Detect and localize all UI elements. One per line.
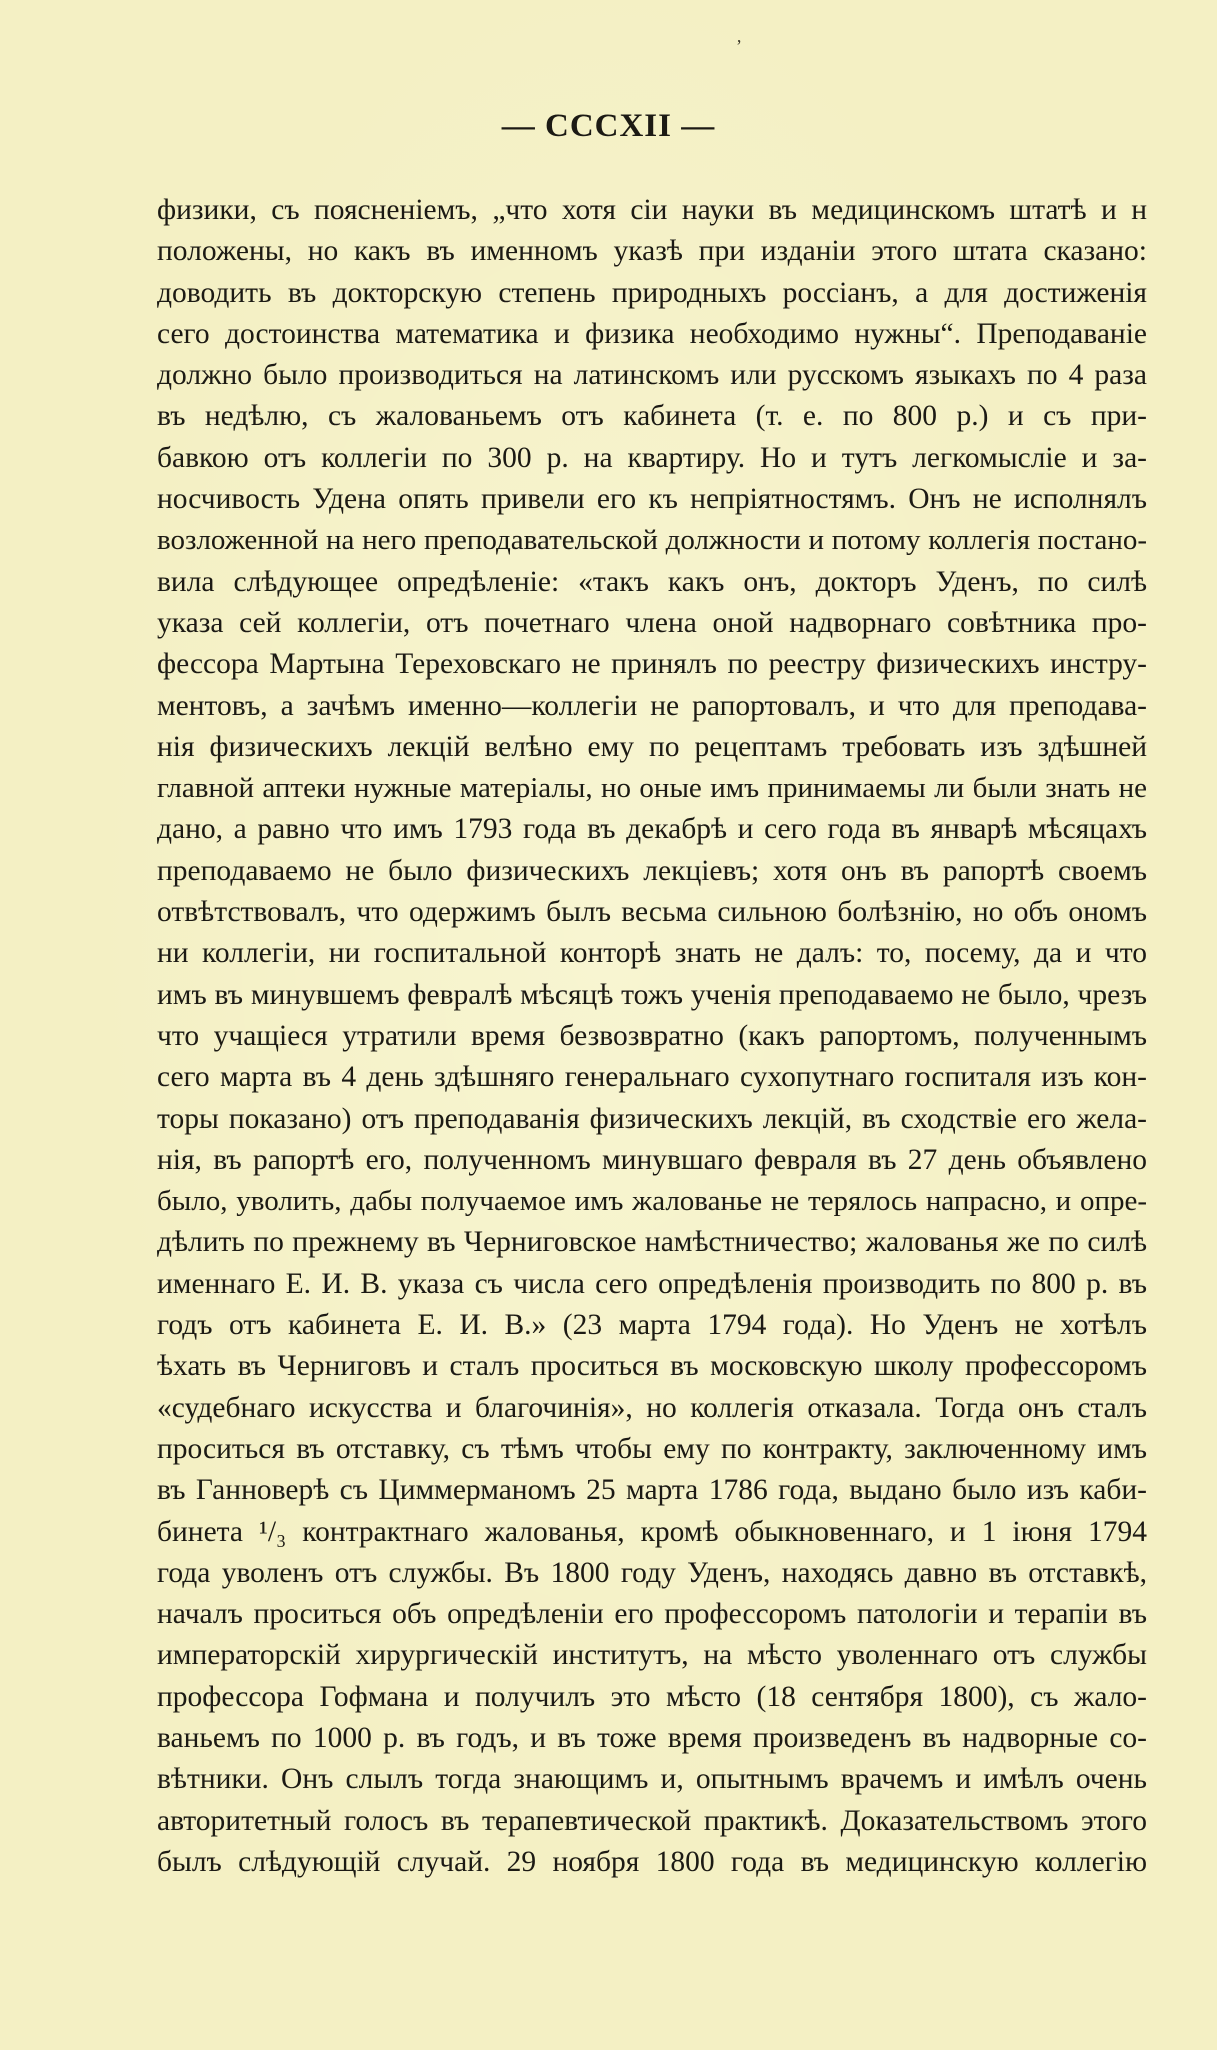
text-line: бинета ¹/₃ контрактнаго жалованья, кромѣ обыкновеннаго, и 1 іюня 1794 (157, 1515, 1147, 1548)
text-line: ментовъ, а зачѣмъ именно—коллегіи не рапортовалъ, и что для преподава- (157, 689, 1147, 722)
text-line: преподаваемо не было физическихъ лекціевъ; хотя онъ въ рапортѣ своемъ (157, 854, 1147, 887)
text-line: что учащіеся утратили время безвозвратно (какъ рапортомъ, полученнымъ (157, 1019, 1147, 1052)
text-line: имъ въ минувшемъ февралѣ мѣсяцѣ тожъ ученія преподаваемо не было, чрезъ (157, 978, 1147, 1011)
text-line: дано, а равно что имъ 1793 года въ декабрѣ и сего года въ январѣ мѣсяцахъ (157, 813, 1147, 846)
text-line: положены, но какъ въ именномъ указѣ при изданіи этого штата сказано: (157, 235, 1147, 268)
text-line: ни коллегіи, ни госпитальной конторѣ знать не далъ: то, посему, да и что (157, 937, 1147, 970)
text-line: нія физическихъ лекцій велѣно ему по рецептамъ требовать изъ здѣшней (157, 730, 1147, 763)
text-line: носчивость Удена опять привели его къ непріятностямъ. Онъ не исполнялъ (157, 483, 1147, 516)
text-line: былъ слѣдующій случай. 29 ноября 1800 года въ медицинскую коллегію (157, 1845, 1147, 1878)
text-line: началъ проситься объ опредѣленіи его профессоромъ патологіи и терапіи въ (157, 1598, 1147, 1631)
text-line: бавкою отъ коллегіи по 300 р. на квартиру. Но и тутъ легкомысліе и за- (157, 441, 1147, 474)
text-line: физики, съ поясненіемъ, „что хотя сіи науки въ медицинскомъ штатѣ и н (157, 194, 1147, 226)
text-line: сего достоинства математика и физика необходимо нужны“. Преподаваніе (157, 317, 1147, 350)
text-line: именнаго Е. И. В. указа съ числа сего опредѣленія производить по 800 р. въ (157, 1267, 1147, 1300)
text-line: проситься въ отставку, съ тѣмъ чтобы ему по контракту, заключенному имъ (157, 1432, 1147, 1465)
text-line: ваньемъ по 1000 р. въ годъ, и въ тоже время произведенъ въ надворные со- (157, 1721, 1147, 1754)
text-line: вила слѣдующее опредѣленіе: «такъ какъ онъ, докторъ Уденъ, по силѣ (157, 565, 1147, 598)
text-line: отвѣтствовалъ, что одержимъ былъ весьма сильною болѣзнію, но объ ономъ (157, 896, 1147, 929)
text-line: годъ отъ кабинета Е. И. В.» (23 марта 1794 года). Но Уденъ не хотѣлъ (157, 1309, 1147, 1342)
text-line: императорскій хирургическій институтъ, на мѣсто уволеннаго отъ службы (157, 1639, 1147, 1672)
text-line: въ недѣлю, съ жалованьемъ отъ кабинета (т. е. по 800 р.) и съ при- (157, 400, 1147, 433)
text-line: главной аптеки нужные матеріалы, но оные имъ принимаемы ли были знать не (157, 772, 1147, 805)
text-line: нія, въ рапортѣ его, полученномъ минувшаго февраля въ 27 день объявлено (157, 1143, 1147, 1176)
text-line: авторитетный голосъ въ терапевтической практикѣ. Доказательствомъ этого (157, 1804, 1147, 1837)
ink-speck: ʼ (736, 36, 742, 56)
text-line: фессора Мартына Тереховскаго не принялъ по реестру физическихъ инстру- (157, 648, 1147, 681)
text-line: «судебнаго искусства и благочинія», но коллегія отказала. Тогда онъ сталъ (157, 1391, 1147, 1424)
text-line: сего марта въ 4 день здѣшняго генеральнаго сухопутнаго госпиталя изъ кон- (157, 1061, 1147, 1094)
body-text (157, 190, 1147, 1883)
text-line: указа сей коллегіи, отъ почетнаго члена оной надворнаго совѣтника про- (157, 606, 1147, 639)
text-line: было, уволить, дабы получаемое имъ жалованье не терялось напрасно, и опре- (157, 1185, 1147, 1218)
text-line: вѣтники. Онъ слылъ тогда знающимъ и, опытнымъ врачемъ и имѣлъ очень (157, 1763, 1147, 1796)
text-line: должно было производиться на латинскомъ или русскомъ языкахъ по 4 раза (157, 359, 1147, 392)
text-line: ѣхать въ Черниговъ и сталъ проситься въ московскую школу профессоромъ (157, 1350, 1147, 1383)
text-line: профессора Гофмана и получилъ это мѣсто (18 сентября 1800), съ жало- (157, 1680, 1147, 1713)
text-line: въ Ганноверѣ съ Циммерманомъ 25 марта 1786 года, выдано было изъ каби- (157, 1474, 1147, 1507)
text-line: торы показано) отъ преподаванія физическихъ лекцій, въ сходствіе его жела- (157, 1102, 1147, 1135)
text-line: доводить въ докторскую степень природныхъ россіанъ, а для достиженія (157, 276, 1147, 309)
text-line: года уволенъ отъ службы. Въ 1800 году Уденъ, находясь давно въ отставкѣ, (157, 1556, 1147, 1589)
page-number: — CCCXII — (501, 108, 716, 144)
text-line: возложенной на него преподавательской должности и потому коллегія постано- (157, 524, 1147, 557)
text-line: дѣлить по прежнему въ Черниговское намѣстничество; жалованья же по силѣ (157, 1226, 1147, 1259)
